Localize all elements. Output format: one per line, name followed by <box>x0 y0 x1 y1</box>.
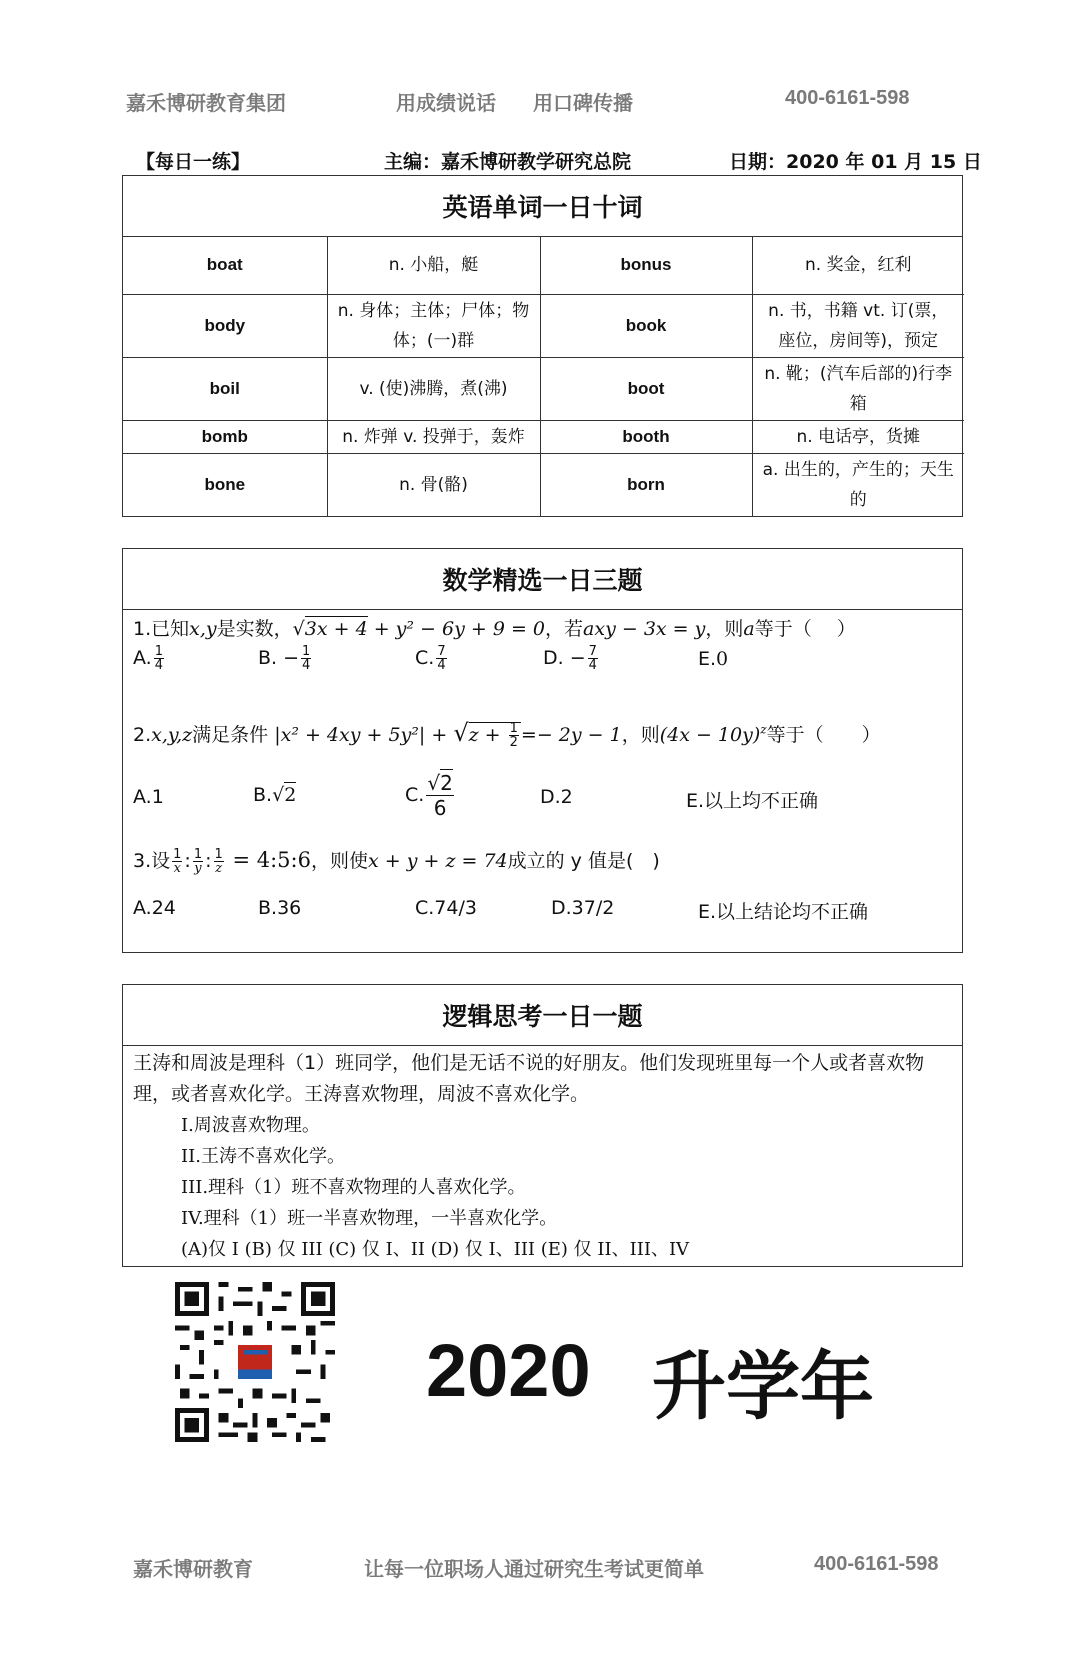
q1-option-d <box>543 645 600 672</box>
frac-num: 1 <box>173 847 182 862</box>
header-phone: 400-6161-598 <box>785 87 910 109</box>
vocab-title: 英语单词一日十词 <box>123 176 962 237</box>
q2-ask: ，则 <box>621 724 660 746</box>
q1-radicand: 3x + 4 <box>304 618 368 640</box>
sqrt-icon: √ <box>292 618 305 640</box>
vocab-definition: n. 身体；主体；尸体；物体；(一)群 <box>327 294 540 357</box>
table-row <box>123 420 964 453</box>
q2-option-c <box>405 771 456 820</box>
frac-den: z <box>215 861 223 876</box>
header-slogan-1: 用成绩说话 <box>396 91 496 115</box>
vocab-word: booth <box>540 420 752 453</box>
promo-text: 升学年 <box>652 1344 874 1430</box>
q3-ratio: = 4:5:6 <box>225 848 311 872</box>
q3-option-a: A.24 <box>133 897 176 919</box>
q1-tail: 等于（ ） <box>754 618 856 640</box>
vocab-definition: n. 炸弹 v. 投弹于，轰炸 <box>327 420 540 453</box>
q2-option-b <box>253 784 296 806</box>
table-row <box>123 357 964 420</box>
vocab-definition: v. (使)沸腾，煮(沸) <box>327 357 540 420</box>
q2-option-a: A.1 <box>133 786 164 808</box>
vocab-definition: n. 骨(骼) <box>327 453 540 516</box>
math-question-3: 3.设 $\frac{1}{x}$ : $\frac{1}{y}$ : $\frac{1}{z}$ = 4:5:6，则使x + y + z = 74成立的 y 值是( ) <box>133 847 660 876</box>
table-row <box>123 237 964 294</box>
frac-num: 1 <box>193 847 203 862</box>
q3-option-d: D.37/2 <box>551 897 615 919</box>
option-radicand: 2 <box>284 784 297 806</box>
vocab-table <box>123 237 964 516</box>
q2-option-d: D.2 <box>540 786 573 808</box>
option-label: B. − <box>258 647 300 669</box>
vocab-definition: n. 靴；(汽车后部的)行李箱 <box>752 357 964 420</box>
vocab-word: bone <box>123 453 327 516</box>
footer-phone: 400-6161-598 <box>814 1553 939 1575</box>
option-label: E. <box>698 648 717 670</box>
q2-exp: z <box>760 722 767 737</box>
sqrt-icon: √ <box>427 771 441 795</box>
logic-statement-2: II.王涛不喜欢化学。 <box>181 1146 345 1167</box>
q1-ask: ，则 <box>705 618 744 640</box>
vocab-word: bonus <box>540 237 752 294</box>
logic-statement-4: IV.理科（1）班一半喜欢物理，一半喜欢化学。 <box>181 1208 558 1229</box>
q2-expr: (4x − 10y) <box>659 724 761 746</box>
frac-den: 2 <box>509 735 518 750</box>
q3-tail: 成立的 y 值是( ) <box>507 850 660 872</box>
frac-den: 4 <box>588 658 597 673</box>
vocab-word: boot <box>540 357 752 420</box>
logic-section <box>122 984 963 1267</box>
option-label: D. − <box>543 647 586 669</box>
math-question-2 <box>133 719 881 749</box>
q1-rest: + y² − 6y + 9 = 0 <box>367 618 546 640</box>
qr-code-image <box>175 1282 335 1442</box>
option-value: 0 <box>716 648 729 670</box>
q1-vars: x,y <box>189 618 217 640</box>
vocab-word: body <box>123 294 327 357</box>
q2-prefix: 2. <box>133 724 152 746</box>
q1-option-c <box>415 645 449 672</box>
footer-slogan: 让每一位职场人通过研究生考试更简单 <box>364 1557 704 1581</box>
q1-avar: a <box>743 618 755 640</box>
frac-den: 4 <box>437 658 446 673</box>
logic-title: 逻辑思考一日一题 <box>123 985 962 1046</box>
vocab-definition: a. 出生的，产生的；天生的 <box>752 453 964 516</box>
q3-eq: x + y + z = 74 <box>368 850 508 872</box>
vocab-definition: n. 书，书籍 vt. 订(票，座位，房间等)，预定 <box>752 294 964 357</box>
option-label: A. <box>133 647 152 669</box>
frac-den: 6 <box>433 796 447 820</box>
q3-option-b: B.36 <box>258 897 302 919</box>
q1-prefix: 1.已知 <box>133 618 190 640</box>
vocab-word: born <box>540 453 752 516</box>
qr-code-icon <box>175 1282 335 1442</box>
header-slogan-2: 用口碑传播 <box>533 91 633 115</box>
frac-num: 1 <box>302 644 311 659</box>
table-row <box>123 453 964 516</box>
promo-year: 2020 <box>426 1329 591 1412</box>
footer-brand: 嘉禾博研教育 <box>133 1557 253 1581</box>
logic-statement-1: I.周波喜欢物理。 <box>181 1115 320 1136</box>
math-section <box>122 548 963 953</box>
q2-tail: 等于（ ） <box>766 724 881 746</box>
q3-option-e: E.以上结论均不正确 <box>698 901 869 923</box>
vocab-definition: n. 小船，艇 <box>327 237 540 294</box>
frac-den: 4 <box>154 658 163 673</box>
vocab-word: bomb <box>123 420 327 453</box>
q2-radicand: z + <box>468 724 507 746</box>
q3-mid: ，则使 <box>310 850 368 872</box>
frac-den: 4 <box>302 658 311 673</box>
sqrt-icon: √ <box>453 719 469 747</box>
logic-stem: 王涛和周波是理科（1）班同学，他们是无话不说的好朋友。他们发现班里每一个人或者喜欢物理，或者喜欢化学。王涛喜欢物理，周波不喜欢化学。 <box>133 1052 925 1105</box>
vocab-definition: n. 电话亭，货摊 <box>752 420 964 453</box>
option-label: B. <box>253 784 273 806</box>
q2-vars: x,y,z <box>151 724 193 746</box>
logic-options: (A)仅 I (B) 仅 III (C) 仅 I、II (D) 仅 I、III (E) 仅 II、III、IV <box>181 1239 690 1260</box>
logic-statement-3: III.理科（1）班不喜欢物理的人喜欢化学。 <box>181 1177 526 1198</box>
frac-num: 7 <box>588 644 597 659</box>
sqrt-icon: √ <box>272 784 285 806</box>
date-label: 日期：2020 年 01 月 15 日 <box>729 151 982 173</box>
editor-label: 主编：嘉禾博研教学研究总院 <box>384 151 632 173</box>
vocab-word: book <box>540 294 752 357</box>
q2-abs: |x² + 4xy + 5y²| + <box>274 724 454 746</box>
frac-num: 7 <box>437 644 446 659</box>
option-radicand: 2 <box>440 771 453 795</box>
q1-option-e <box>698 648 728 670</box>
q2-option-e: E.以上均不正确 <box>686 790 819 812</box>
q1-eq: axy − 3x = y <box>583 618 706 640</box>
header-brand: 嘉禾博研教育集团 <box>126 91 286 115</box>
frac-num: 1 <box>214 847 223 862</box>
math-title: 数学精选一日三题 <box>123 549 962 610</box>
q3-option-c: C.74/3 <box>415 897 477 919</box>
table-row <box>123 294 964 357</box>
vocab-word: boat <box>123 237 327 294</box>
math-question-1 <box>133 614 856 641</box>
q1-cond: ，若 <box>545 618 584 640</box>
q2-mid: 满足条件 <box>192 724 275 746</box>
q1-mid: 是实数， <box>216 618 293 640</box>
q1-option-a <box>133 645 166 672</box>
q3-prefix: 3.设 <box>133 850 171 872</box>
frac-num: 1 <box>154 644 163 659</box>
frac-den: y <box>194 861 202 876</box>
q1-option-b <box>258 645 313 672</box>
vocab-definition: n. 奖金，红利 <box>752 237 964 294</box>
option-label: C. <box>405 784 425 806</box>
frac-num: 1 <box>509 721 518 736</box>
q2-rest: =− 2y − 1 <box>520 724 622 746</box>
vocab-section <box>122 175 963 517</box>
daily-label: 【每日一练】 <box>136 151 251 173</box>
frac-den: x <box>173 861 181 876</box>
vocab-word: boil <box>123 357 327 420</box>
option-label: C. <box>415 647 435 669</box>
